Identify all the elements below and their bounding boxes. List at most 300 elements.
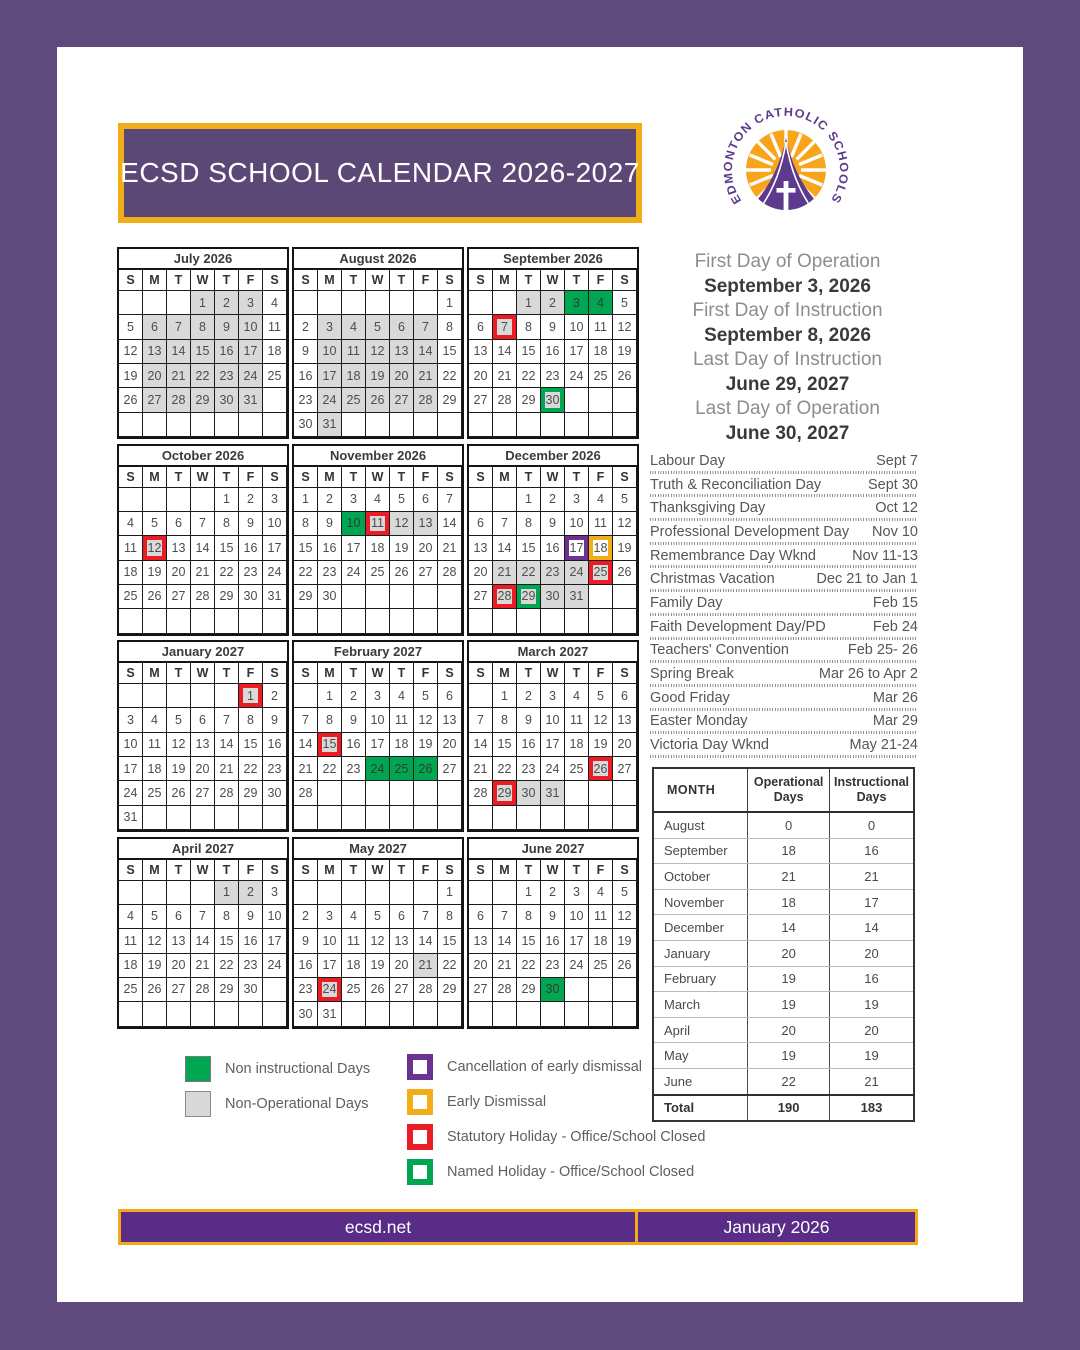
day-cell: [414, 1002, 438, 1026]
day-cell: 21: [294, 757, 318, 781]
weekday-header: S: [294, 270, 318, 291]
day-cell: 13: [414, 512, 438, 536]
table-header-cell: MONTH: [653, 768, 748, 812]
weekday-header: T: [167, 663, 191, 684]
day-cell: 13: [390, 340, 414, 364]
holiday-name: Truth & Reconciliation Day: [650, 476, 822, 493]
day-cell: 15: [318, 733, 342, 757]
day-cell: [613, 585, 637, 609]
weekday-header: T: [215, 270, 239, 291]
day-cell: 10: [366, 708, 390, 732]
day-cell: 9: [239, 512, 263, 536]
day-cell: 14: [167, 340, 191, 364]
day-cell: 23: [517, 757, 541, 781]
day-cell: [414, 413, 438, 437]
legend-item: [407, 1088, 705, 1115]
day-cell: 4: [119, 512, 143, 536]
weekday-header: S: [119, 270, 143, 291]
day-cell: 23: [263, 757, 287, 781]
day-cell: 7: [215, 708, 239, 732]
table-value-cell: 19: [748, 992, 830, 1018]
day-cell: 28: [191, 585, 215, 609]
day-cell: 17: [263, 536, 287, 560]
day-cell: 8: [239, 708, 263, 732]
day-cell: [143, 291, 167, 315]
holiday-name: Labour Day: [650, 452, 725, 469]
day-cell: 16: [263, 733, 287, 757]
day-cell: 16: [215, 340, 239, 364]
day-cell: [613, 609, 637, 633]
holiday-name: Family Day: [650, 594, 723, 611]
day-cell: 13: [167, 929, 191, 953]
legend-label: Named Holiday - Office/School Closed: [447, 1163, 695, 1180]
day-cell: 7: [191, 512, 215, 536]
holiday-row: [650, 615, 918, 639]
day-cell: 25: [119, 978, 143, 1002]
day-cell: [390, 806, 414, 830]
day-cell: 12: [414, 708, 438, 732]
day-cell: 30: [239, 978, 263, 1002]
day-cell: 21: [167, 364, 191, 388]
footer-bar: [118, 1209, 918, 1245]
day-cell: 26: [143, 585, 167, 609]
day-cell: 15: [438, 340, 462, 364]
table-value-cell: 22: [748, 1068, 830, 1094]
holiday-name: Spring Break: [650, 666, 734, 683]
day-cell: 19: [613, 340, 637, 364]
day-cell: 25: [589, 954, 613, 978]
day-cell: 16: [541, 536, 565, 560]
title-banner: [118, 123, 642, 223]
day-cell: 3: [318, 315, 342, 339]
month-march-2027: [467, 640, 639, 832]
day-cell: [215, 1002, 239, 1026]
day-cell: 12: [143, 929, 167, 953]
day-cell: [541, 1002, 565, 1026]
footer-edition-cell: [638, 1212, 915, 1242]
day-cell: 3: [318, 905, 342, 929]
month-april-2027: [117, 837, 289, 1029]
table-total-cell: 183: [830, 1095, 914, 1122]
month-september-2026: [467, 247, 639, 439]
holiday-row: [650, 520, 918, 544]
day-cell: [342, 1002, 366, 1026]
table-row: [653, 992, 914, 1018]
day-cell: [318, 781, 342, 805]
day-cell: 31: [541, 781, 565, 805]
day-cell: 27: [167, 585, 191, 609]
weekday-header: M: [493, 663, 517, 684]
day-cell: [493, 806, 517, 830]
day-cell: 18: [263, 340, 287, 364]
day-cell: 24: [342, 561, 366, 585]
day-cell: 24: [318, 978, 342, 1002]
day-cell: 19: [143, 561, 167, 585]
weekday-header: W: [541, 270, 565, 291]
day-cell: 18: [342, 364, 366, 388]
day-cell: [318, 881, 342, 905]
day-cell: [541, 413, 565, 437]
weekday-header: F: [239, 270, 263, 291]
day-cell: 15: [493, 733, 517, 757]
day-cell: [167, 1002, 191, 1026]
day-cell: [366, 806, 390, 830]
day-cell: [191, 684, 215, 708]
legend-label: Non-Operational Days: [225, 1095, 369, 1112]
day-cell: 21: [469, 757, 493, 781]
day-cell: 17: [366, 733, 390, 757]
footer-site: ecsd.net: [344, 1216, 412, 1237]
day-cell: 27: [143, 388, 167, 412]
weekday-header: W: [191, 663, 215, 684]
weekday-header: S: [119, 663, 143, 684]
day-cell: 25: [589, 561, 613, 585]
day-cell: 12: [143, 536, 167, 560]
day-cell: [589, 585, 613, 609]
holiday-row: [650, 496, 918, 520]
day-cell: 2: [294, 905, 318, 929]
day-cell: [143, 1002, 167, 1026]
legend-fill-column: [185, 1055, 370, 1125]
day-cell: 9: [263, 708, 287, 732]
key-date-value: June 29, 2027: [725, 373, 850, 395]
day-cell: 17: [541, 733, 565, 757]
day-cell: 19: [390, 536, 414, 560]
day-cell: 26: [143, 978, 167, 1002]
day-cell: 5: [414, 684, 438, 708]
day-cell: 12: [119, 340, 143, 364]
day-cell: 30: [239, 585, 263, 609]
day-cell: 10: [318, 340, 342, 364]
page-background: [57, 47, 1023, 1302]
weekday-header: F: [589, 663, 613, 684]
weekday-header: M: [143, 270, 167, 291]
day-cell: 9: [541, 905, 565, 929]
table-value-cell: 19: [830, 992, 914, 1018]
table-row: [653, 966, 914, 992]
weekday-header: T: [565, 663, 589, 684]
day-cell: 24: [263, 561, 287, 585]
day-cell: 26: [589, 757, 613, 781]
table-value-cell: 0: [830, 812, 914, 838]
day-cell: [493, 291, 517, 315]
day-cell: 13: [469, 929, 493, 953]
day-cell: 31: [565, 585, 589, 609]
day-cell: 22: [517, 364, 541, 388]
day-cell: [191, 881, 215, 905]
day-cell: 12: [366, 929, 390, 953]
day-cell: [239, 806, 263, 830]
day-cell: 2: [517, 684, 541, 708]
day-cell: [167, 413, 191, 437]
day-cell: [390, 291, 414, 315]
holiday-row: [650, 591, 918, 615]
weekday-header: M: [143, 663, 167, 684]
weekday-header: M: [143, 860, 167, 881]
day-cell: [613, 978, 637, 1002]
legend-item: [407, 1053, 705, 1080]
day-cell: [366, 413, 390, 437]
table-month-cell: September: [653, 838, 748, 864]
day-cell: 9: [342, 708, 366, 732]
day-cell: 22: [239, 757, 263, 781]
table-row: [653, 889, 914, 915]
day-cell: [589, 413, 613, 437]
day-cell: [366, 781, 390, 805]
day-cell: 11: [119, 536, 143, 560]
day-cell: 23: [318, 561, 342, 585]
day-cell: [294, 609, 318, 633]
table-month-cell: May: [653, 1043, 748, 1069]
day-cell: 30: [215, 388, 239, 412]
swatch-non-instructional: [185, 1056, 211, 1082]
holiday-row: [650, 473, 918, 497]
day-cell: 8: [191, 315, 215, 339]
day-cell: [294, 806, 318, 830]
day-cell: [541, 806, 565, 830]
day-cell: 24: [119, 781, 143, 805]
day-cell: 19: [414, 733, 438, 757]
day-cell: [390, 609, 414, 633]
weekday-header: T: [390, 467, 414, 488]
day-cell: 4: [390, 684, 414, 708]
day-cell: [589, 978, 613, 1002]
table-value-cell: 19: [748, 966, 830, 992]
holiday-name: Victoria Day Wknd: [650, 737, 769, 754]
weekday-header: T: [565, 860, 589, 881]
day-cell: 23: [541, 954, 565, 978]
holiday-date: Feb 25- 26: [847, 642, 918, 659]
weekday-header: S: [294, 860, 318, 881]
key-date-label: Last Day of Instruction: [692, 349, 883, 370]
day-cell: [493, 1002, 517, 1026]
day-cell: 8: [493, 708, 517, 732]
table-value-cell: 19: [830, 1043, 914, 1069]
day-cell: 16: [318, 536, 342, 560]
day-cell: 6: [390, 315, 414, 339]
day-cell: 27: [390, 978, 414, 1002]
day-cell: 14: [469, 733, 493, 757]
footer-edition: January 2026: [723, 1216, 830, 1237]
day-cell: 26: [167, 781, 191, 805]
day-cell: 3: [541, 684, 565, 708]
day-cell: [565, 609, 589, 633]
day-cell: 29: [215, 585, 239, 609]
day-cell: 7: [469, 708, 493, 732]
day-cell: 21: [493, 364, 517, 388]
day-cell: [469, 684, 493, 708]
month-june-2027: [467, 837, 639, 1029]
day-cell: 22: [493, 757, 517, 781]
day-cell: 23: [541, 561, 565, 585]
day-cell: [366, 881, 390, 905]
day-cell: 11: [263, 315, 287, 339]
day-cell: 8: [438, 315, 462, 339]
day-cell: 28: [493, 585, 517, 609]
day-cell: [342, 413, 366, 437]
day-cell: 18: [565, 733, 589, 757]
day-cell: 6: [167, 905, 191, 929]
weekday-header: S: [119, 860, 143, 881]
day-cell: [143, 488, 167, 512]
day-cell: 19: [167, 757, 191, 781]
day-cell: 9: [318, 512, 342, 536]
day-cell: [167, 609, 191, 633]
weekday-header: W: [541, 467, 565, 488]
weekday-header: S: [438, 663, 462, 684]
day-cell: 10: [263, 512, 287, 536]
day-cell: [191, 806, 215, 830]
day-cell: 19: [143, 954, 167, 978]
month-title: March 2027: [469, 642, 637, 663]
day-cell: 22: [438, 954, 462, 978]
day-cell: 28: [215, 781, 239, 805]
day-cell: 5: [143, 512, 167, 536]
day-cell: 8: [517, 905, 541, 929]
day-cell: 22: [191, 364, 215, 388]
day-cell: 5: [390, 488, 414, 512]
day-cell: [119, 609, 143, 633]
weekday-header: T: [390, 860, 414, 881]
day-cell: 21: [493, 954, 517, 978]
day-cell: 8: [215, 905, 239, 929]
table-value-cell: 0: [748, 812, 830, 838]
day-cell: [517, 806, 541, 830]
day-cell: [119, 684, 143, 708]
day-cell: 13: [469, 536, 493, 560]
day-cell: 29: [215, 978, 239, 1002]
day-cell: 17: [318, 954, 342, 978]
day-cell: 28: [414, 978, 438, 1002]
day-cell: 27: [390, 388, 414, 412]
day-cell: [541, 609, 565, 633]
holiday-date: Mar 26 to Apr 2: [818, 666, 918, 683]
table-value-cell: 16: [830, 838, 914, 864]
day-cell: 19: [613, 929, 637, 953]
holiday-date: Feb 24: [872, 618, 918, 635]
day-cell: [390, 781, 414, 805]
day-cell: [318, 291, 342, 315]
key-dates: [640, 250, 935, 446]
weekday-header: T: [390, 270, 414, 291]
table-value-cell: 19: [748, 1043, 830, 1069]
weekday-header: T: [517, 467, 541, 488]
day-cell: 19: [613, 536, 637, 560]
day-cell: 31: [119, 806, 143, 830]
table-value-cell: 18: [748, 889, 830, 915]
day-cell: 25: [390, 757, 414, 781]
table-month-cell: June: [653, 1068, 748, 1094]
weekday-header: S: [263, 467, 287, 488]
day-cell: 14: [191, 929, 215, 953]
day-cell: 25: [263, 364, 287, 388]
day-cell: [215, 806, 239, 830]
day-cell: 25: [119, 585, 143, 609]
day-cell: 20: [143, 364, 167, 388]
day-cell: [390, 1002, 414, 1026]
day-cell: [342, 781, 366, 805]
legend-item: [407, 1158, 705, 1185]
holiday-name: Remembrance Day Wknd: [650, 547, 816, 564]
day-cell: [414, 291, 438, 315]
day-cell: 2: [239, 881, 263, 905]
day-cell: [517, 413, 541, 437]
day-cell: 22: [438, 364, 462, 388]
day-cell: 17: [239, 340, 263, 364]
weekday-header: S: [438, 467, 462, 488]
holiday-date: Mar 26: [872, 689, 918, 706]
day-cell: 21: [191, 561, 215, 585]
day-cell: 10: [565, 315, 589, 339]
day-cell: 1: [239, 684, 263, 708]
weekday-header: T: [167, 270, 191, 291]
day-cell: 31: [318, 1002, 342, 1026]
day-cell: [565, 1002, 589, 1026]
key-date-value: June 30, 2027: [725, 422, 850, 444]
weekday-header: M: [493, 860, 517, 881]
day-cell: [239, 1002, 263, 1026]
day-cell: [191, 413, 215, 437]
day-cell: [565, 978, 589, 1002]
day-cell: 18: [390, 733, 414, 757]
day-cell: 7: [191, 905, 215, 929]
swatch-early-dismissal: [407, 1089, 433, 1115]
weekday-header: F: [239, 860, 263, 881]
weekday-header: M: [318, 467, 342, 488]
day-cell: 28: [294, 781, 318, 805]
weekday-header: M: [493, 270, 517, 291]
day-cell: 10: [239, 315, 263, 339]
day-cell: 4: [143, 708, 167, 732]
day-cell: [215, 684, 239, 708]
table-row: [653, 812, 914, 838]
day-cell: 30: [541, 978, 565, 1002]
footer-site-cell: [121, 1212, 638, 1242]
day-cell: [342, 609, 366, 633]
day-cell: 27: [167, 978, 191, 1002]
day-cell: 7: [414, 905, 438, 929]
day-cell: [318, 609, 342, 633]
day-cell: 14: [414, 340, 438, 364]
day-cell: 2: [541, 881, 565, 905]
weekday-header: S: [469, 467, 493, 488]
day-cell: 30: [541, 388, 565, 412]
legend-item: [185, 1090, 370, 1117]
weekday-header: M: [493, 467, 517, 488]
day-cell: 10: [263, 905, 287, 929]
day-cell: 15: [239, 733, 263, 757]
swatch-cancel-early-dismissal: [407, 1054, 433, 1080]
day-cell: 23: [239, 561, 263, 585]
day-cell: 11: [342, 340, 366, 364]
day-cell: 24: [366, 757, 390, 781]
day-cell: 29: [517, 978, 541, 1002]
day-cell: 1: [438, 291, 462, 315]
day-cell: [469, 881, 493, 905]
day-cell: 22: [294, 561, 318, 585]
day-cell: 13: [438, 708, 462, 732]
day-cell: [294, 291, 318, 315]
day-cell: 20: [167, 954, 191, 978]
day-cell: [263, 413, 287, 437]
day-cell: 4: [342, 315, 366, 339]
day-cell: 25: [366, 561, 390, 585]
day-cell: 3: [119, 708, 143, 732]
day-cell: 16: [239, 536, 263, 560]
day-cell: 2: [294, 315, 318, 339]
day-cell: 9: [294, 929, 318, 953]
day-cell: [414, 781, 438, 805]
